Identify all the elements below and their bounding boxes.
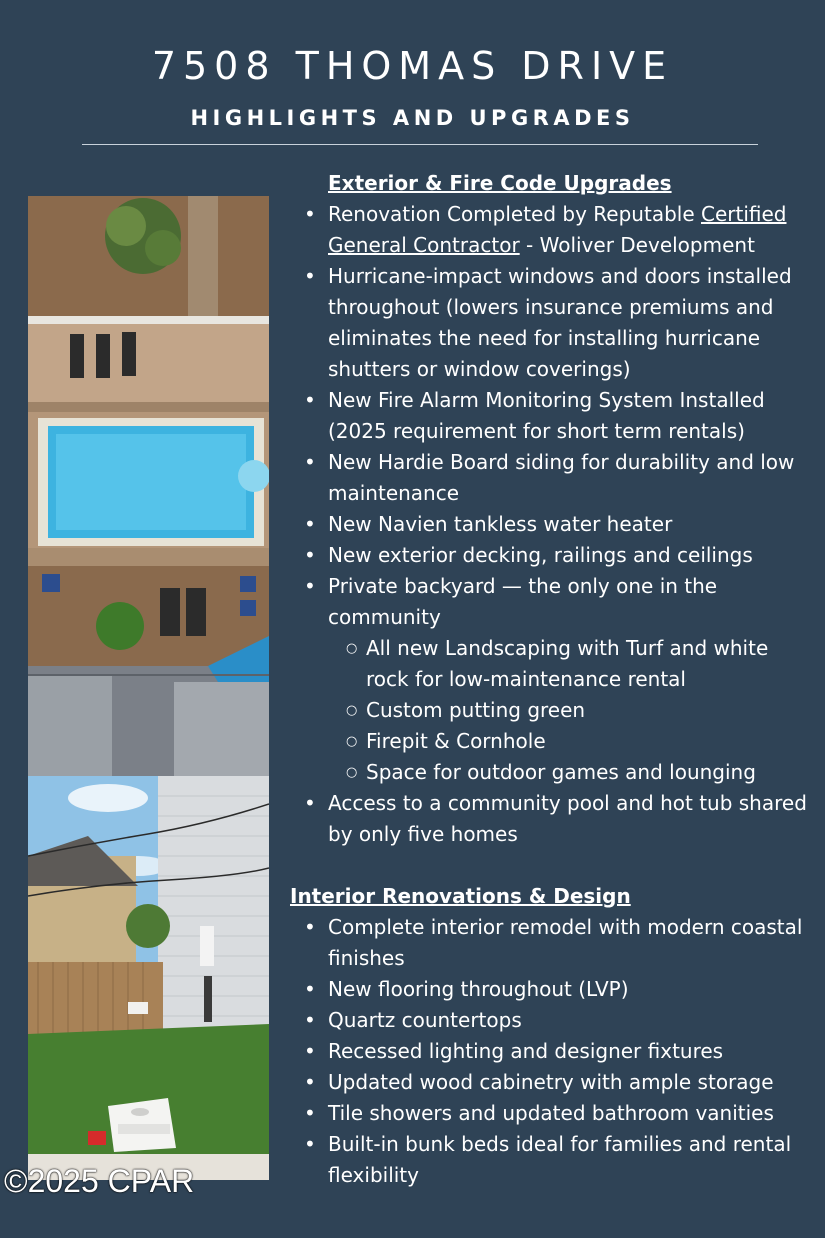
backyard-sublist bbox=[328, 633, 810, 788]
list-item: • Complete interior remodel with modern coastal finishes bbox=[328, 912, 810, 974]
interior-heading: Interior Renovations & Design bbox=[290, 884, 631, 908]
list-item: • New Fire Alarm Monitoring System Installed (2025 requirement for short term rentals) bbox=[328, 385, 810, 447]
list-item: • Updated wood cabinetry with ample storage bbox=[328, 1067, 810, 1098]
sublist-item: ○ Firepit & Cornhole bbox=[366, 726, 810, 757]
interior-list bbox=[290, 912, 810, 1191]
list-item bbox=[328, 571, 810, 788]
sublist-item: ○ Space for outdoor games and lounging bbox=[366, 757, 810, 788]
item-text: Private backyard — the only one in the community bbox=[328, 574, 718, 629]
page-subtitle: HIGHLIGHTS AND UPGRADES bbox=[190, 106, 635, 130]
backyard-cornhole-photo bbox=[28, 776, 269, 1180]
page-title: 7508 THOMAS DRIVE bbox=[151, 44, 674, 88]
aerial-pool-photo bbox=[28, 196, 269, 776]
list-item: • New exterior decking, railings and ceilings bbox=[328, 540, 810, 571]
exterior-list bbox=[290, 199, 810, 850]
list-item: • Quartz countertops bbox=[328, 1005, 810, 1036]
item-text: - Woliver Development bbox=[519, 233, 755, 257]
list-item: • Hurricane-impact windows and doors installed throughout (lowers insurance premiums and eliminates the need for installing hurricane shutters or window coverings) bbox=[328, 261, 810, 385]
photo-strip bbox=[28, 196, 269, 1180]
item-text: Renovation Completed by Reputable bbox=[328, 202, 701, 226]
list-item: • Tile showers and updated bathroom vanities bbox=[328, 1098, 810, 1129]
highlights-content bbox=[290, 168, 810, 1191]
sublist-item: ○ All new Landscaping with Turf and white rock for low-maintenance rental bbox=[366, 633, 810, 695]
list-item: • Access to a community pool and hot tub shared by only five homes bbox=[328, 788, 810, 850]
list-item: • New flooring throughout (LVP) bbox=[328, 974, 810, 1005]
copyright-watermark: ©2025 CPAR bbox=[4, 1163, 195, 1199]
sublist-item: ○ Custom putting green bbox=[366, 695, 810, 726]
exterior-heading: Exterior & Fire Code Upgrades bbox=[328, 171, 672, 195]
divider bbox=[82, 144, 758, 145]
list-item: • New Hardie Board siding for durability and low maintenance bbox=[328, 447, 810, 509]
list-item: • Built-in bunk beds ideal for families and rental flexibility bbox=[328, 1129, 810, 1191]
list-item: • New Navien tankless water heater bbox=[328, 509, 810, 540]
contractor-link[interactable]: Certified General Contractor bbox=[328, 202, 787, 257]
list-item: • Recessed lighting and designer fixtures bbox=[328, 1036, 810, 1067]
list-item bbox=[328, 199, 810, 261]
